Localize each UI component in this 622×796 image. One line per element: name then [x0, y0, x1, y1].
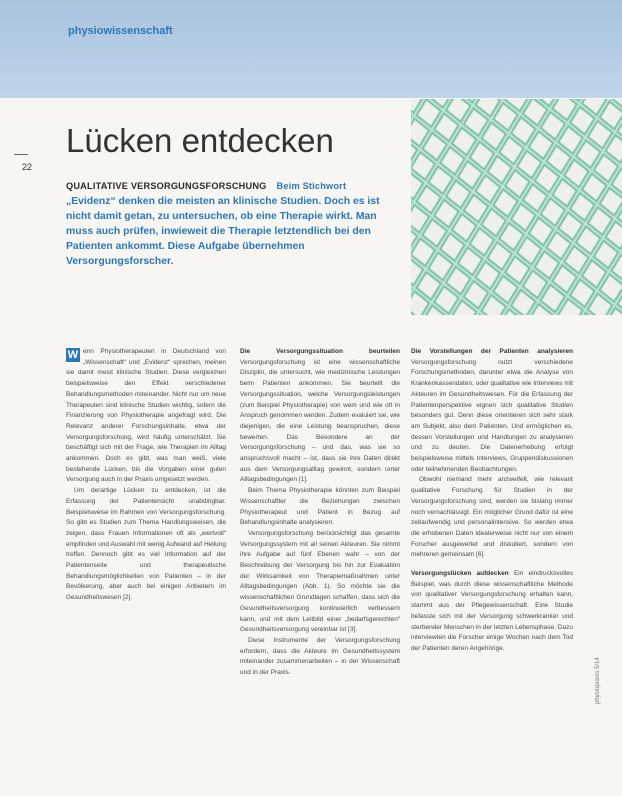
lead-block — [66, 181, 406, 269]
col2-para-4: Diese Instrumente der Versorgungsforschung erfordern, dass die Akteure im Gesundheitssystem miteinander zusammenarbeiten – in der Wissenschaft und in der Praxis. — [240, 636, 400, 677]
page-tick — [14, 154, 28, 155]
col2-para-2: Beim Thema Physiotherapie könnten zum Beispiel Wissenschaftler die Beziehungen zwischen Physiotherapeut und Patient in Bezug auf Behandlungsinhalte analysieren. — [240, 487, 400, 527]
col3-para-2: Obwohl niemand mehr anzweifelt, wie relevant qualitative Forschung für Studien in der Versorgungsforschung sind, werden sie bislang immer noch vernachlässigt. Ein möglicher Grund dafür ist eine zeitaufwendig und personalintensive. So werden etwa die erhobenen Daten idealerweise nicht nur von einem Forscher ausgewertet und diskutiert, sondern von mehreren gemeinsam [6]. — [411, 476, 573, 559]
net-photo — [411, 99, 622, 315]
col3-heading-1: Die Vorstellungen der Patienten analysieren — [411, 348, 573, 355]
col3-p3: Ein eindrucksvolles Beispiel, was durch diese wissenschaftliche Methode von qualitativer Versorgungsforschung erhalten kann, stammt aus der Pflegewissenschaft. Eine Studie befasste sich mit der Versorgung schwerkranker und sterbender Menschen in der letzten Lebensphase. Dazu interviewten die Forscher einige Wochen nach dem Tod der Patienten deren Angehörige. — [411, 570, 573, 652]
column-1 — [66, 347, 226, 604]
col1-p1: enn Physiotherapeuten in Deutschland von „Wissenschaft“ und „Evidenz“ sprechen, meinen sie damit meist klinische Studien. Diese vergleichen beispielsweise den Effekt verschiedener Behandlungsmethoden miteinander. Nicht nur um neue Therapeuten sind klinische Studien wichtig, sofern die Finanzierung von Physiotherapie angefragt wird. Die Relevanz anderer Forschungsinhalte, etwa der Versorgungsforschung, wird häufig unterschätzt. Sie beschäftigt sich mit der Frage, wie Therapien im Alltag ankommen. Doch es gibt, was man weiß, viele bestehende Lücken, bis die Vorgaben einer guten Versorgung auch in der Praxis umgesetzt werden. — [66, 348, 226, 484]
margin-note-text: physiopraxis 5/14 — [595, 657, 601, 704]
col1-para-2: Um derartige Lücken zu entdecken, ist die Erfassung der Patientensicht unabdingbar. Beispielsweise im Rahmen von Versorgungsforschung. So gibt es Studien zum Thema Handlungsweisen, die zeigen, dass Frauen Informationen oft als „wertvoll“ empfinden und Auswahl mit wenig Aufwand auf Heilung treffen. Dennoch gibt es viel Information auf der Patientenseite und therapeutische Behandlungsmöglichkeiten von Patienten – in der Bevölkerung, aber auch bei einigen Anbietern im Gesundheitswesen [2]. — [66, 487, 226, 602]
col3-heading-2: Versorgungslücken aufdecken — [411, 570, 509, 578]
drop-cap: W — [67, 349, 79, 361]
column-3 — [411, 347, 573, 655]
column-2 — [240, 347, 400, 679]
kicker — [66, 181, 406, 191]
col2-heading: Die Versorgungssituation beurteilen — [240, 348, 400, 355]
col3-para-1 — [411, 347, 573, 475]
col2-para-1 — [240, 347, 400, 486]
col2-para-3: Versorgungsforschung berücksichtigt das gesamte Versorgungssystem mit all seinen Akteuren. Sie nimmt ihre Aufgabe auf fünf Ebenen wahr – von der Beschreibung der Versorgung bis hin zur Evaluation der Wirksamkeit von Therapiemaßnahmen unter Alltagsbedingungen (Abb. 1). So möchte sie die wissenschaftlichen Grundlagen schaffen, dass sich die Gesundheitsversorgung kontinuierlich verbessern kann, und mit dem Leitbild einer „bedarfsgerechten“ Gesundheitsversorgung vereinbar ist [3]. — [240, 529, 400, 634]
net-image — [411, 99, 622, 315]
col3-para-3 — [411, 569, 573, 655]
header-band — [0, 0, 622, 98]
col1-para-1 — [66, 347, 226, 486]
section-label: physiowissenschaft — [68, 25, 173, 37]
margin-note — [590, 585, 600, 705]
col2-p1: Versorgungsforschung ist eine wissenschaftliche Disziplin, die untersucht, wie medizinische Leistungen beim Patienten ankommen. Sie beurteilt die Versorgungssituation, welche Versorgungsleistungen (zum Beispiel Physiotherapie) von wem und wie oft in Anspruch genommen werden. Zudem evaluiert sie, wie diejenigen, die eine Leistung beanspruchen, diese bewerten. Das Besondere an der Versorgungsforschung – und das, was sie so anspruchsvoll macht – ist, dass sie ihre Daten direkt aus dem Versorgungsalltag gewinnt, sondern unter Alltagsbedingungen [1]. — [240, 358, 400, 484]
kicker-label: QUALITATIVE VERSORGUNGSFORSCHUNG — [66, 181, 267, 191]
page-number: 22 — [22, 162, 33, 172]
intro-text: „Evidenz“ denken die meisten an klinische Studien. Doch es ist nicht damit getan, zu untersuchen, ob eine Therapie wirkt. Man muss auch prüfen, inwieweit die Therapie letztendlich bei den Patienten ankommt. Diese Aufgabe übernehmen Versorgungsforscher. — [66, 196, 380, 267]
col3-p1: Versorgungsforschung nutzt verschiedene Forschungsmethoden, darunter etwa die Analyse von Krankenkassendaten, oder qualitative wie Interviews mit Akteuren im Gesundheitswesen. Für die Erfassung der Patientenperspektive eignen sich qualitative Studien besonders gut. Denn diese orientieren sich sehr stark am Subjekt, also dem Patienten. Und ermöglichen es, dessen Vorstellungen und Handlungen zu analysieren und zu deuten. Die Datenerhebung erfolgt beispielsweise mittels Interviews, Gruppendiskussionen oder teilnehmenden Beobachtungen. — [411, 358, 573, 473]
kicker-author: Beim Stichwort — [276, 181, 347, 191]
article-title: Lücken entdecken — [66, 122, 334, 159]
